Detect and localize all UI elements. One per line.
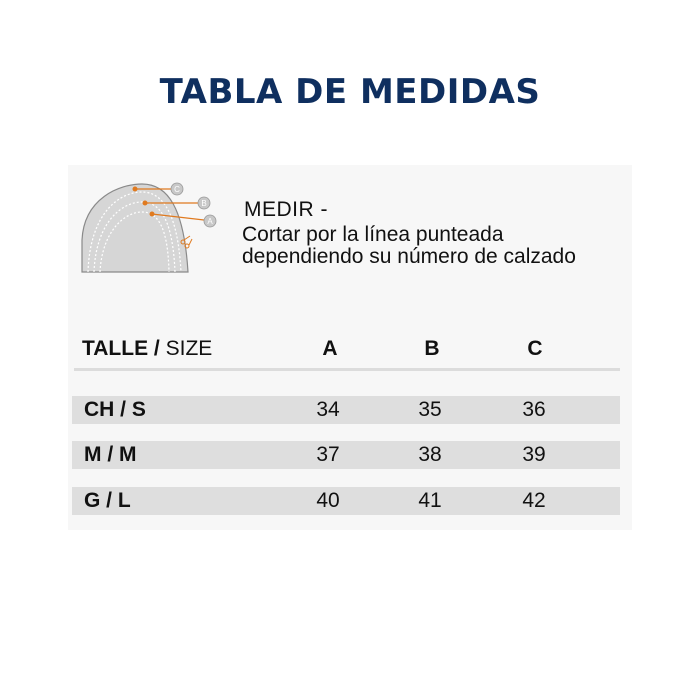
cell-b: 38 <box>418 443 442 466</box>
cell-c: 42 <box>522 489 546 512</box>
instructions-line-1: Cortar por la línea punteada <box>242 223 504 246</box>
instructions-heading: MEDIR - <box>244 198 328 221</box>
table-row <box>72 487 620 515</box>
marker-b: B <box>201 199 207 208</box>
row-label: CH / S <box>84 398 146 421</box>
instructions-text <box>242 224 576 268</box>
cell-b: 41 <box>418 489 442 512</box>
marker-c: C <box>174 185 180 194</box>
cell-a: 40 <box>316 489 340 512</box>
cell-b: 35 <box>418 398 442 421</box>
column-header-b: B <box>424 337 440 360</box>
size-column-header: TALLE / SIZE <box>82 337 213 360</box>
marker-a: A <box>207 217 213 226</box>
instructions-line-2: dependiendo su número de calzado <box>242 245 576 268</box>
table-row <box>72 396 620 424</box>
column-header-c: C <box>527 337 543 360</box>
insole-diagram <box>80 178 225 276</box>
row-label: M / M <box>84 443 137 466</box>
cell-a: 34 <box>316 398 340 421</box>
cell-c: 39 <box>522 443 546 466</box>
cell-a: 37 <box>316 443 340 466</box>
cell-c: 36 <box>522 398 546 421</box>
table-row <box>72 441 620 469</box>
page-title: TABLA DE MEDIDAS <box>159 72 541 112</box>
row-label: G / L <box>84 489 131 512</box>
column-header-a: A <box>322 337 338 360</box>
header-divider <box>74 368 620 371</box>
table-header <box>82 337 622 365</box>
